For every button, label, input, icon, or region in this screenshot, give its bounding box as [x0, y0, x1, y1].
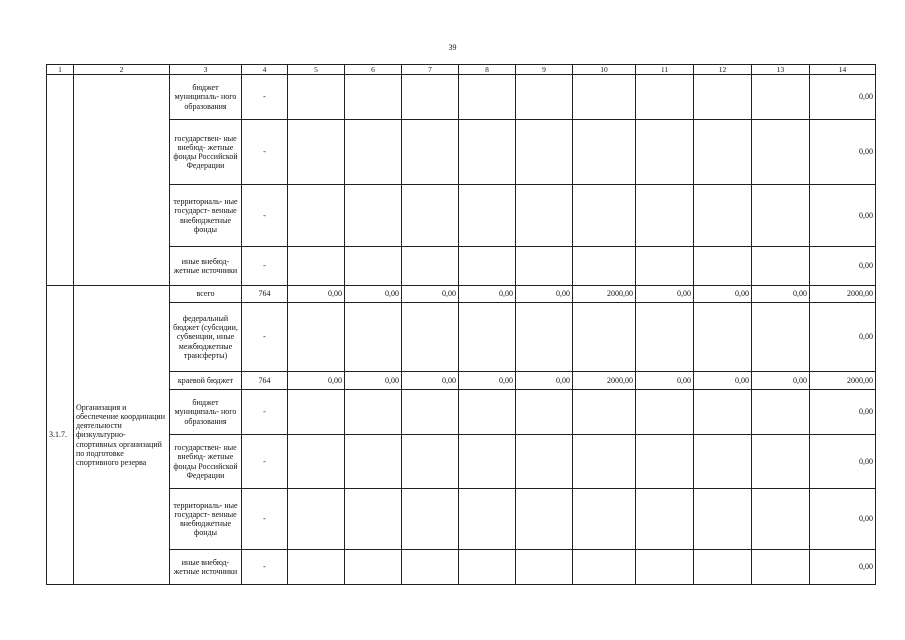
amount-cell: [516, 303, 573, 372]
program-code-cell: -: [242, 75, 288, 120]
amount-cell: [402, 303, 459, 372]
amount-cell: [636, 247, 694, 286]
amount-cell: [573, 120, 636, 185]
program-code-cell: -: [242, 120, 288, 185]
funding-source-label: краевой бюджет: [170, 372, 242, 390]
funding-source-label: территориаль- ные государст- венные внебюджетные фонды: [170, 185, 242, 247]
amount-cell: [402, 390, 459, 435]
amount-cell: [752, 489, 810, 550]
amount-cell: [345, 120, 402, 185]
amount-cell: [516, 435, 573, 489]
amount-cell: [516, 550, 573, 585]
amount-cell: 0,00: [459, 372, 516, 390]
amount-cell: [288, 303, 345, 372]
total-cell: 2000,00: [810, 372, 876, 390]
total-cell: 0,00: [810, 247, 876, 286]
header-cell: 13: [752, 65, 810, 75]
header-cell: 11: [636, 65, 694, 75]
header-cell: 8: [459, 65, 516, 75]
amount-cell: [345, 390, 402, 435]
total-cell: 0,00: [810, 303, 876, 372]
amount-cell: [459, 75, 516, 120]
amount-cell: [752, 435, 810, 489]
table-row: [47, 303, 876, 372]
amount-cell: [752, 185, 810, 247]
amount-cell: 0,00: [752, 372, 810, 390]
amount-cell: [402, 489, 459, 550]
amount-cell: [402, 75, 459, 120]
item-name: Организация и обеспечение координации деятельности физкультурно- спортивных организаций по подготовке спортивного резерва: [74, 286, 170, 585]
amount-cell: [516, 489, 573, 550]
amount-cell: [516, 185, 573, 247]
amount-cell: [573, 185, 636, 247]
amount-cell: [345, 247, 402, 286]
amount-cell: [752, 390, 810, 435]
amount-cell: [345, 435, 402, 489]
amount-cell: 0,00: [402, 286, 459, 303]
funding-source-label: государствен- ные внебюд- жетные фонды Российской Федерации: [170, 120, 242, 185]
amount-cell: [694, 489, 752, 550]
table-row: [47, 75, 876, 120]
amount-cell: [288, 185, 345, 247]
header-cell: 2: [74, 65, 170, 75]
amount-cell: [288, 247, 345, 286]
total-cell: 2000,00: [810, 286, 876, 303]
header-cell: 1: [47, 65, 74, 75]
amount-cell: [636, 435, 694, 489]
amount-cell: [694, 550, 752, 585]
funding-source-label: иные внебюд- жетные источники: [170, 247, 242, 286]
amount-cell: [573, 435, 636, 489]
amount-cell: [636, 120, 694, 185]
total-cell: 0,00: [810, 120, 876, 185]
table-row: [47, 372, 876, 390]
amount-cell: 0,00: [636, 286, 694, 303]
amount-cell: 0,00: [516, 372, 573, 390]
program-code-cell: -: [242, 303, 288, 372]
amount-cell: [636, 550, 694, 585]
amount-cell: [288, 550, 345, 585]
amount-cell: [752, 550, 810, 585]
amount-cell: [345, 303, 402, 372]
amount-cell: [636, 390, 694, 435]
amount-cell: [752, 120, 810, 185]
amount-cell: 0,00: [402, 372, 459, 390]
amount-cell: [636, 75, 694, 120]
funding-source-label: территориаль- ные государст- венные внебюджетные фонды: [170, 489, 242, 550]
program-code-cell: -: [242, 390, 288, 435]
total-cell: 0,00: [810, 390, 876, 435]
amount-cell: [288, 390, 345, 435]
header-cell: 14: [810, 65, 876, 75]
amount-cell: [516, 75, 573, 120]
amount-cell: 2000,00: [573, 286, 636, 303]
amount-cell: [573, 75, 636, 120]
funding-source-label: всего: [170, 286, 242, 303]
amount-cell: [573, 247, 636, 286]
amount-cell: [636, 185, 694, 247]
header-cell: 12: [694, 65, 752, 75]
amount-cell: [694, 75, 752, 120]
total-cell: 0,00: [810, 185, 876, 247]
amount-cell: [345, 550, 402, 585]
table-row: [47, 247, 876, 286]
amount-cell: 0,00: [516, 286, 573, 303]
program-code-cell: 764: [242, 372, 288, 390]
amount-cell: [288, 489, 345, 550]
total-cell: 0,00: [810, 75, 876, 120]
header-row: [47, 65, 876, 75]
total-cell: 0,00: [810, 489, 876, 550]
table-row: [47, 390, 876, 435]
amount-cell: 0,00: [752, 286, 810, 303]
amount-cell: 0,00: [694, 286, 752, 303]
total-cell: 0,00: [810, 550, 876, 585]
amount-cell: [573, 550, 636, 585]
header-cell: 7: [402, 65, 459, 75]
amount-cell: [752, 303, 810, 372]
program-code-cell: -: [242, 185, 288, 247]
amount-cell: [694, 247, 752, 286]
table-row: [47, 120, 876, 185]
amount-cell: [288, 435, 345, 489]
amount-cell: 0,00: [636, 372, 694, 390]
amount-cell: 0,00: [288, 286, 345, 303]
header-cell: 5: [288, 65, 345, 75]
amount-cell: 0,00: [345, 286, 402, 303]
row-number-cell: [47, 75, 74, 286]
amount-cell: [288, 120, 345, 185]
amount-cell: [752, 75, 810, 120]
amount-cell: [459, 550, 516, 585]
program-code-cell: 764: [242, 286, 288, 303]
amount-cell: 0,00: [345, 372, 402, 390]
amount-cell: [459, 435, 516, 489]
program-code-cell: -: [242, 435, 288, 489]
header-cell: 6: [345, 65, 402, 75]
program-code-cell: -: [242, 247, 288, 286]
activity-name-cell: [74, 75, 170, 286]
header-cell: 3: [170, 65, 242, 75]
amount-cell: [694, 435, 752, 489]
amount-cell: [459, 185, 516, 247]
amount-cell: [752, 247, 810, 286]
amount-cell: 2000,00: [573, 372, 636, 390]
amount-cell: [402, 247, 459, 286]
amount-cell: [345, 75, 402, 120]
header-cell: 9: [516, 65, 573, 75]
amount-cell: [573, 390, 636, 435]
amount-cell: [402, 120, 459, 185]
table-row: [47, 435, 876, 489]
budget-table: [46, 64, 876, 585]
amount-cell: [516, 247, 573, 286]
amount-cell: [694, 185, 752, 247]
total-cell: 0,00: [810, 435, 876, 489]
item-code: 3.1.7.: [47, 286, 74, 585]
amount-cell: [459, 120, 516, 185]
table-row: [47, 550, 876, 585]
amount-cell: [402, 550, 459, 585]
amount-cell: [636, 489, 694, 550]
amount-cell: [573, 303, 636, 372]
amount-cell: 0,00: [459, 286, 516, 303]
amount-cell: [694, 120, 752, 185]
funding-source-label: федеральный бюджет (субсидии, субвенции, иные межбюджетные трансферты): [170, 303, 242, 372]
amount-cell: [459, 247, 516, 286]
amount-cell: [516, 120, 573, 185]
amount-cell: [402, 435, 459, 489]
amount-cell: [516, 390, 573, 435]
amount-cell: 0,00: [694, 372, 752, 390]
page-number: 39: [448, 43, 457, 52]
table-row: [47, 489, 876, 550]
funding-source-label: иные внебюд- жетные источники: [170, 550, 242, 585]
funding-source-label: бюджет муниципаль- ного образования: [170, 75, 242, 120]
header-cell: 10: [573, 65, 636, 75]
amount-cell: [573, 489, 636, 550]
table-row: [47, 185, 876, 247]
amount-cell: [459, 303, 516, 372]
header-cell: 4: [242, 65, 288, 75]
amount-cell: [459, 489, 516, 550]
funding-source-label: бюджет муниципаль- ного образования: [170, 390, 242, 435]
amount-cell: [288, 75, 345, 120]
program-code-cell: -: [242, 550, 288, 585]
amount-cell: [636, 303, 694, 372]
funding-source-label: государствен- ные внебюд- жетные фонды Российской Федерации: [170, 435, 242, 489]
table-row: [47, 286, 876, 303]
amount-cell: 0,00: [288, 372, 345, 390]
amount-cell: [345, 185, 402, 247]
amount-cell: [345, 489, 402, 550]
amount-cell: [459, 390, 516, 435]
program-code-cell: -: [242, 489, 288, 550]
amount-cell: [402, 185, 459, 247]
amount-cell: [694, 303, 752, 372]
amount-cell: [694, 390, 752, 435]
